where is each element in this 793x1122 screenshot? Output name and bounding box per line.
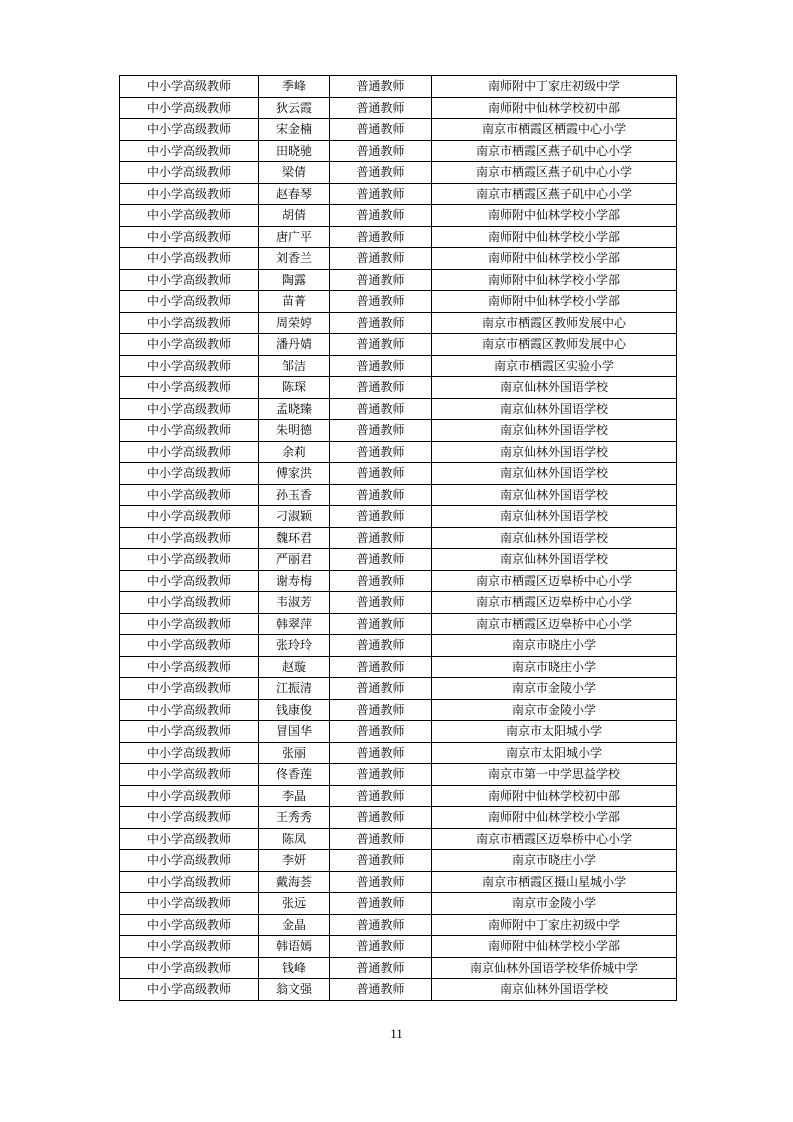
name-cell: 严丽君	[259, 549, 330, 571]
type-cell: 普通教师	[330, 549, 432, 571]
title-cell: 中小学高级教师	[120, 355, 259, 377]
title-cell: 中小学高级教师	[120, 957, 259, 979]
type-cell: 普通教师	[330, 119, 432, 141]
title-cell: 中小学高级教师	[120, 570, 259, 592]
type-cell: 普通教师	[330, 914, 432, 936]
name-cell: 钱康俊	[259, 699, 330, 721]
title-cell: 中小学高级教师	[120, 635, 259, 657]
type-cell: 普通教师	[330, 656, 432, 678]
title-cell: 中小学高级教师	[120, 205, 259, 227]
name-cell: 季峰	[259, 76, 330, 98]
school-cell: 南京市栖霞区教师发展中心	[432, 334, 677, 356]
name-cell: 刁淑颖	[259, 506, 330, 528]
name-cell: 魏环君	[259, 527, 330, 549]
title-cell: 中小学高级教师	[120, 248, 259, 270]
table-row	[120, 613, 677, 635]
type-cell: 普通教师	[330, 785, 432, 807]
table-row	[120, 463, 677, 485]
type-cell: 普通教师	[330, 893, 432, 915]
type-cell: 普通教师	[330, 742, 432, 764]
table-row	[120, 248, 677, 270]
title-cell: 中小学高级教师	[120, 764, 259, 786]
title-cell: 中小学高级教师	[120, 183, 259, 205]
school-cell: 南京仙林外国语学校	[432, 527, 677, 549]
school-cell: 南京市栖霞区迈皋桥中心小学	[432, 570, 677, 592]
name-cell: 余莉	[259, 441, 330, 463]
type-cell: 普通教师	[330, 377, 432, 399]
name-cell: 苗菁	[259, 291, 330, 313]
type-cell: 普通教师	[330, 463, 432, 485]
type-cell: 普通教师	[330, 527, 432, 549]
title-cell: 中小学高级教师	[120, 893, 259, 915]
name-cell: 韩语嫣	[259, 936, 330, 958]
school-cell: 南京仙林外国语学校	[432, 463, 677, 485]
school-cell: 南京仙林外国语学校	[432, 979, 677, 1001]
title-cell: 中小学高级教师	[120, 76, 259, 98]
school-cell: 南京仙林外国语学校	[432, 484, 677, 506]
table-row	[120, 893, 677, 915]
page-number: 11	[390, 1026, 403, 1041]
school-cell: 南师附中仙林学校小学部	[432, 269, 677, 291]
type-cell: 普通教师	[330, 355, 432, 377]
table-row	[120, 721, 677, 743]
school-cell: 南京仙林外国语学校	[432, 506, 677, 528]
table-row	[120, 420, 677, 442]
name-cell: 梁倩	[259, 162, 330, 184]
school-cell: 南京市栖霞区实验小学	[432, 355, 677, 377]
title-cell: 中小学高级教师	[120, 721, 259, 743]
school-cell: 南京仙林外国语学校	[432, 441, 677, 463]
title-cell: 中小学高级教师	[120, 291, 259, 313]
table-row	[120, 205, 677, 227]
table-row	[120, 785, 677, 807]
table-row	[120, 269, 677, 291]
title-cell: 中小学高级教师	[120, 592, 259, 614]
type-cell: 普通教师	[330, 248, 432, 270]
type-cell: 普通教师	[330, 269, 432, 291]
name-cell: 刘香兰	[259, 248, 330, 270]
title-cell: 中小学高级教师	[120, 398, 259, 420]
type-cell: 普通教师	[330, 76, 432, 98]
school-cell: 南京市金陵小学	[432, 678, 677, 700]
school-cell: 南京市栖霞区迈皋桥中心小学	[432, 828, 677, 850]
name-cell: 翁文强	[259, 979, 330, 1001]
table-row	[120, 484, 677, 506]
type-cell: 普通教师	[330, 506, 432, 528]
type-cell: 普通教师	[330, 850, 432, 872]
type-cell: 普通教师	[330, 592, 432, 614]
title-cell: 中小学高级教师	[120, 420, 259, 442]
school-cell: 南京市栖霞区摄山星城小学	[432, 871, 677, 893]
title-cell: 中小学高级教师	[120, 742, 259, 764]
school-cell: 南京市金陵小学	[432, 699, 677, 721]
type-cell: 普通教师	[330, 334, 432, 356]
school-cell: 南师附中仙林学校初中部	[432, 97, 677, 119]
type-cell: 普通教师	[330, 764, 432, 786]
name-cell: 邹洁	[259, 355, 330, 377]
type-cell: 普通教师	[330, 226, 432, 248]
type-cell: 普通教师	[330, 484, 432, 506]
type-cell: 普通教师	[330, 420, 432, 442]
name-cell: 陶露	[259, 269, 330, 291]
title-cell: 中小学高级教师	[120, 807, 259, 829]
school-cell: 南京市栖霞区燕子矶中心小学	[432, 162, 677, 184]
title-cell: 中小学高级教师	[120, 269, 259, 291]
table-row	[120, 936, 677, 958]
name-cell: 陈琛	[259, 377, 330, 399]
name-cell: 李妍	[259, 850, 330, 872]
roster-body	[120, 76, 677, 1001]
name-cell: 戴海荟	[259, 871, 330, 893]
table-row	[120, 957, 677, 979]
title-cell: 中小学高级教师	[120, 656, 259, 678]
type-cell: 普通教师	[330, 97, 432, 119]
type-cell: 普通教师	[330, 957, 432, 979]
table-row	[120, 527, 677, 549]
table-row	[120, 398, 677, 420]
name-cell: 钱峰	[259, 957, 330, 979]
table-row	[120, 635, 677, 657]
name-cell: 潘丹婧	[259, 334, 330, 356]
title-cell: 中小学高级教师	[120, 226, 259, 248]
title-cell: 中小学高级教师	[120, 850, 259, 872]
name-cell: 唐广平	[259, 226, 330, 248]
title-cell: 中小学高级教师	[120, 162, 259, 184]
name-cell: 李晶	[259, 785, 330, 807]
type-cell: 普通教师	[330, 205, 432, 227]
type-cell: 普通教师	[330, 678, 432, 700]
type-cell: 普通教师	[330, 398, 432, 420]
type-cell: 普通教师	[330, 140, 432, 162]
school-cell: 南京市金陵小学	[432, 893, 677, 915]
table-row	[120, 291, 677, 313]
title-cell: 中小学高级教师	[120, 527, 259, 549]
table-row	[120, 377, 677, 399]
table-row	[120, 742, 677, 764]
school-cell: 南京市栖霞区教师发展中心	[432, 312, 677, 334]
title-cell: 中小学高级教师	[120, 678, 259, 700]
type-cell: 普通教师	[330, 183, 432, 205]
title-cell: 中小学高级教师	[120, 463, 259, 485]
table-row	[120, 807, 677, 829]
table-row	[120, 850, 677, 872]
title-cell: 中小学高级教师	[120, 549, 259, 571]
table-row	[120, 549, 677, 571]
type-cell: 普通教师	[330, 936, 432, 958]
title-cell: 中小学高级教师	[120, 979, 259, 1001]
school-cell: 南京仙林外国语学校	[432, 549, 677, 571]
name-cell: 金晶	[259, 914, 330, 936]
name-cell: 朱明德	[259, 420, 330, 442]
school-cell: 南师附中丁家庄初级中学	[432, 76, 677, 98]
school-cell: 南京市晓庄小学	[432, 656, 677, 678]
table-row	[120, 506, 677, 528]
school-cell: 南京市栖霞区栖霞中心小学	[432, 119, 677, 141]
name-cell: 赵璇	[259, 656, 330, 678]
name-cell: 江振清	[259, 678, 330, 700]
school-cell: 南京仙林外国语学校	[432, 377, 677, 399]
type-cell: 普通教师	[330, 721, 432, 743]
school-cell: 南师附中仙林学校小学部	[432, 807, 677, 829]
school-cell: 南京市晓庄小学	[432, 850, 677, 872]
title-cell: 中小学高级教师	[120, 699, 259, 721]
table-row	[120, 312, 677, 334]
school-cell: 南京仙林外国语学校	[432, 398, 677, 420]
school-cell: 南师附中丁家庄初级中学	[432, 914, 677, 936]
name-cell: 张远	[259, 893, 330, 915]
table-row	[120, 570, 677, 592]
title-cell: 中小学高级教师	[120, 484, 259, 506]
name-cell: 田晓驰	[259, 140, 330, 162]
school-cell: 南师附中仙林学校初中部	[432, 785, 677, 807]
table-row	[120, 699, 677, 721]
title-cell: 中小学高级教师	[120, 871, 259, 893]
type-cell: 普通教师	[330, 828, 432, 850]
type-cell: 普通教师	[330, 699, 432, 721]
table-row	[120, 828, 677, 850]
name-cell: 宋金楠	[259, 119, 330, 141]
name-cell: 傅家洪	[259, 463, 330, 485]
table-row	[120, 140, 677, 162]
name-cell: 冒国华	[259, 721, 330, 743]
school-cell: 南京市栖霞区迈皋桥中心小学	[432, 592, 677, 614]
title-cell: 中小学高级教师	[120, 441, 259, 463]
name-cell: 张玲玲	[259, 635, 330, 657]
name-cell: 王秀秀	[259, 807, 330, 829]
table-row	[120, 76, 677, 98]
type-cell: 普通教师	[330, 635, 432, 657]
title-cell: 中小学高级教师	[120, 613, 259, 635]
name-cell: 韩翠萍	[259, 613, 330, 635]
name-cell: 赵春琴	[259, 183, 330, 205]
title-cell: 中小学高级教师	[120, 97, 259, 119]
teacher-roster-table	[119, 75, 677, 1001]
table-row	[120, 871, 677, 893]
type-cell: 普通教师	[330, 570, 432, 592]
school-cell: 南京市第一中学思益学校	[432, 764, 677, 786]
school-cell: 南京市栖霞区燕子矶中心小学	[432, 140, 677, 162]
type-cell: 普通教师	[330, 162, 432, 184]
table-row	[120, 355, 677, 377]
name-cell: 周荣婷	[259, 312, 330, 334]
type-cell: 普通教师	[330, 979, 432, 1001]
table-row	[120, 678, 677, 700]
table-row	[120, 979, 677, 1001]
title-cell: 中小学高级教师	[120, 936, 259, 958]
table-row	[120, 334, 677, 356]
table-row	[120, 656, 677, 678]
title-cell: 中小学高级教师	[120, 914, 259, 936]
name-cell: 韦淑芳	[259, 592, 330, 614]
name-cell: 孟晓臻	[259, 398, 330, 420]
name-cell: 陈凤	[259, 828, 330, 850]
title-cell: 中小学高级教师	[120, 785, 259, 807]
title-cell: 中小学高级教师	[120, 506, 259, 528]
table-row	[120, 914, 677, 936]
name-cell: 佟香莲	[259, 764, 330, 786]
name-cell: 胡倩	[259, 205, 330, 227]
type-cell: 普通教师	[330, 613, 432, 635]
school-cell: 南京市栖霞区燕子矶中心小学	[432, 183, 677, 205]
school-cell: 南师附中仙林学校小学部	[432, 205, 677, 227]
table-row	[120, 592, 677, 614]
table-row	[120, 162, 677, 184]
title-cell: 中小学高级教师	[120, 334, 259, 356]
name-cell: 谢寿梅	[259, 570, 330, 592]
school-cell: 南京仙林外国语学校	[432, 420, 677, 442]
table-row	[120, 226, 677, 248]
school-cell: 南京市太阳城小学	[432, 721, 677, 743]
school-cell: 南京市晓庄小学	[432, 635, 677, 657]
school-cell: 南京市太阳城小学	[432, 742, 677, 764]
name-cell: 狄云霞	[259, 97, 330, 119]
title-cell: 中小学高级教师	[120, 828, 259, 850]
type-cell: 普通教师	[330, 871, 432, 893]
school-cell: 南京仙林外国语学校华侨城中学	[432, 957, 677, 979]
table-row	[120, 183, 677, 205]
name-cell: 孙玉香	[259, 484, 330, 506]
school-cell: 南师附中仙林学校小学部	[432, 936, 677, 958]
type-cell: 普通教师	[330, 807, 432, 829]
title-cell: 中小学高级教师	[120, 140, 259, 162]
name-cell: 张丽	[259, 742, 330, 764]
table-row	[120, 97, 677, 119]
title-cell: 中小学高级教师	[120, 312, 259, 334]
school-cell: 南师附中仙林学校小学部	[432, 226, 677, 248]
school-cell: 南师附中仙林学校小学部	[432, 248, 677, 270]
type-cell: 普通教师	[330, 291, 432, 313]
type-cell: 普通教师	[330, 441, 432, 463]
title-cell: 中小学高级教师	[120, 377, 259, 399]
school-cell: 南师附中仙林学校小学部	[432, 291, 677, 313]
title-cell: 中小学高级教师	[120, 119, 259, 141]
table-row	[120, 441, 677, 463]
school-cell: 南京市栖霞区迈皋桥中心小学	[432, 613, 677, 635]
table-row	[120, 119, 677, 141]
type-cell: 普通教师	[330, 312, 432, 334]
table-row	[120, 764, 677, 786]
